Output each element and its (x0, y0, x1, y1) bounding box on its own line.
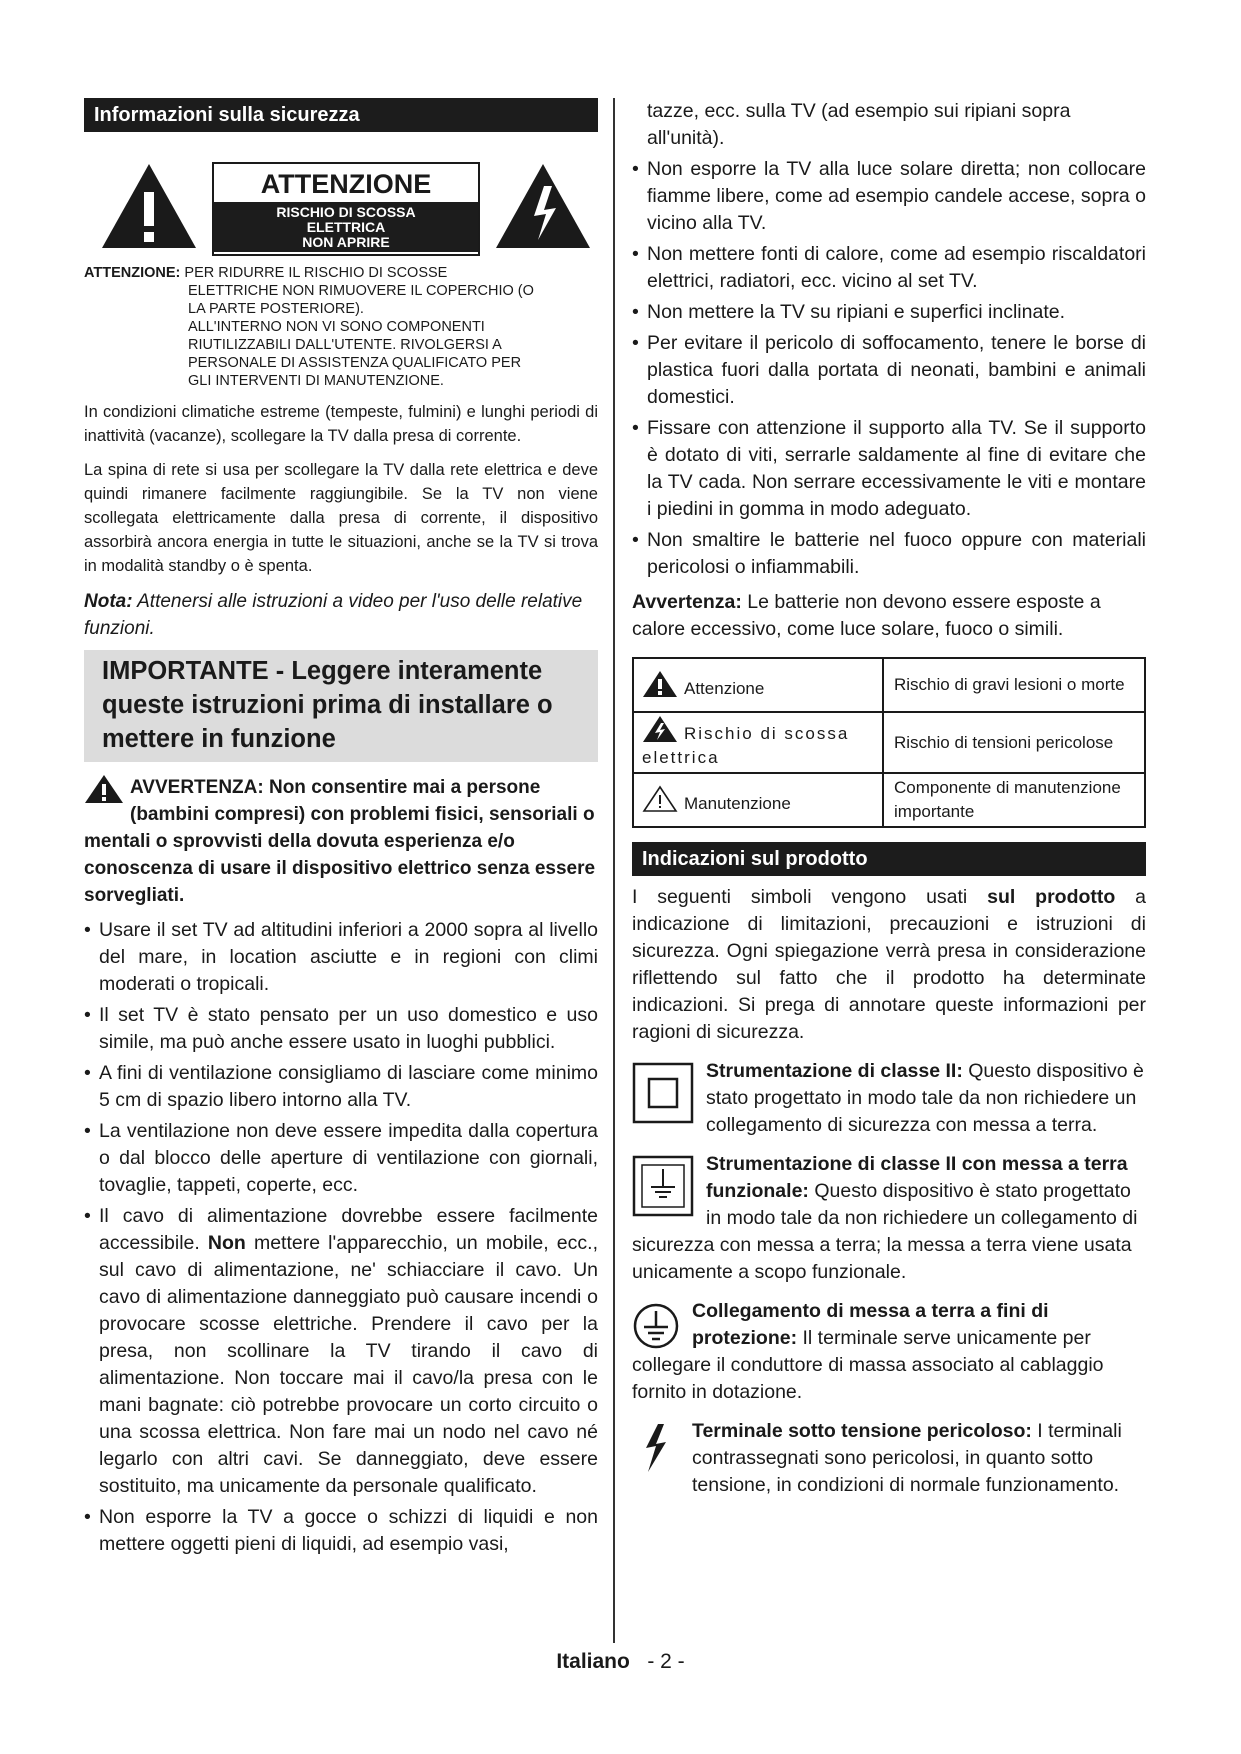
battery-warning (632, 589, 1146, 643)
avvertenza-text: AVVERTENZA: Non consentire mai a persone (bambini compresi) con problemi fisici, sensoriali o mentali o sprovvisti della dovuta esperienza e/o conoscenza di usare il dispositivo elettrico senza essere sorvegliati. (84, 777, 596, 906)
list-item: • Il set TV è stato pensato per un uso domestico e uso simile, ma può anche essere usato in luoghi pubblici. (84, 1002, 598, 1056)
symbol-text: Questo dispositivo è stato progettato in modo tale da non richiedere un collegamento di sicurezza con messa a terra. (706, 1060, 1144, 1136)
symbol-title: Collegamento di messa a terra a fini di protezione: (692, 1300, 1049, 1349)
exclamation-warning-icon (100, 162, 198, 250)
section-title-product: Indicazioni sul prodotto (632, 842, 1146, 876)
table-cell: Rischio di gravi lesioni o morte (883, 658, 1145, 712)
caution-caption-line: ELETTRICHE NON RIMUOVERE IL COPERCHIO (O (188, 283, 534, 299)
left-column (84, 98, 598, 1562)
product-symbol-protective-earth (632, 1298, 1146, 1406)
warning-icon (84, 774, 124, 804)
column-divider (613, 98, 615, 1643)
caution-caption-line: LA PARTE POSTERIORE). (188, 301, 364, 317)
symbol-title: Terminale sotto tensione pericoloso: (692, 1420, 1032, 1442)
continued-text: tazze, ecc. sulla TV (ad esempio sui ripiani sopra all'unità). (647, 100, 1071, 149)
table-row (633, 773, 1145, 827)
battery-warning-text: Le batterie non devono essere esposte a calore eccessivo, come luce solare, fuoco o simili. (632, 591, 1101, 640)
intro-bold: sul prodotto (987, 886, 1116, 908)
electric-shock-icon (642, 715, 678, 743)
list-item: • Non esporre la TV a gocce o schizzi di liquidi e non mettere oggetti pieni di liquidi, ad esempio vasi, (84, 1504, 598, 1558)
list-item: • Non esporre la TV alla luce solare diretta; non collocare fiamme libere, come ad esempio candele accese, sopra o vicino alla TV. (632, 156, 1146, 237)
right-column (632, 98, 1146, 1499)
symbol-label: Manutenzione (684, 793, 791, 813)
class-ii-icon (632, 1062, 694, 1124)
product-symbol-class-ii (632, 1058, 1146, 1139)
caution-sub-line: NON APRIRE (302, 234, 390, 250)
caution-caption-line: GLI INTERVENTI DI MANUTENZIONE. (188, 373, 444, 389)
list-item: • Non smaltire le batterie nel fuoco oppure con materiali pericolosi o infiammabili. (632, 527, 1146, 581)
caution-caption-line: RIUTILIZZABILI DALL'UTENTE. RIVOLGERSI A (188, 337, 502, 353)
caution-sub-line: ELETTRICA (306, 219, 386, 235)
symbol-title: Strumentazione di classe II con messa a terra funzionale: (706, 1153, 1128, 1202)
symbol-text: I terminali contrassegnati sono pericolosi, in quanto sotto tensione, in condizioni di normale funzionamento. (692, 1420, 1122, 1496)
caution-caption-line: ALL'INTERNO NON VI SONO COMPONENTI (188, 319, 485, 335)
table-row (633, 712, 1145, 773)
product-symbol-hazardous-live (632, 1418, 1146, 1499)
intro-text: a indicazione di limitazioni, precauzioni e istruzioni di sicurezza. Ogni spiegazione verrà presa in considerazione riflettendo sul fatto che il prodotto ha determinate indicazioni. Si prega di annotare queste informazioni per ragioni di sicurezza. (632, 886, 1146, 1043)
list-item: • Per evitare il pericolo di soffocamento, tenere le borse di plastica fuori dalla portata di neonati, bambini e animali domestici. (632, 330, 1146, 411)
note-text: Attenersi alle istruzioni a video per l'uso delle relative funzioni. (84, 591, 583, 639)
product-intro (632, 884, 1146, 1046)
paragraph-extreme-weather: In condizioni climatiche estreme (tempeste, fulmini) e lunghi periodi di inattività (vacanze), scollegare la TV dalla presa di corrente. (84, 403, 598, 445)
list-item: • Usare il set TV ad altitudini inferiori a 2000 sopra al livello del mare, in location asciutte e in regioni con climi moderati o tropicali. (84, 917, 598, 998)
table-cell (633, 658, 883, 712)
note-label: Nota: (84, 591, 133, 612)
avvertenza-paragraph (84, 774, 598, 909)
important-box: IMPORTANTE - Leggere interamente queste istruzioni prima di installare o mettere in funzione (84, 650, 598, 762)
caution-label (84, 160, 598, 260)
table-cell (633, 773, 883, 827)
symbol-title: Strumentazione di classe II: (706, 1060, 963, 1082)
list-item: • Fissare con attenzione il supporto alla TV. Se il supporto è dotato di viti, serrarle saldamente al fine di evitare che la TV cada. Non serrare eccessivamente le viti e montare i piedini in gomma in modo adeguato. (632, 415, 1146, 523)
table-cell (633, 712, 883, 773)
list-item: • La ventilazione non deve essere impedita dalla copertura o dal blocco delle aperture di ventilazione con giornali, tovaglie, tappeti, coperte, ecc. (84, 1118, 598, 1199)
list-item: • Non mettere fonti di calore, come ad esempio riscaldatori elettrici, radiatori, ecc. vicino al set TV. (632, 241, 1146, 295)
table-cell: Componente di manutenzione importante (883, 773, 1145, 827)
footer-language: Italiano (556, 1650, 630, 1673)
list-item-power-cord (84, 1203, 598, 1500)
caution-title: ATTENZIONE (260, 169, 432, 199)
symbol-table (632, 657, 1146, 828)
caution-caption-line: PER RIDURRE IL RISCHIO DI SCOSSE (184, 265, 448, 281)
safety-bullet-list (84, 917, 598, 1558)
list-item: • Non mettere la TV su ripiani e superfici inclinate. (632, 299, 1146, 326)
paragraph-mains-plug: La spina di rete si usa per scollegare la TV dalla rete elettrica e deve quindi rimanere facilmente raggiungibile. Se la TV non viene scollegata elettricamente dalla presa di corrente, il dispositivo assorbirà ancora energia in tutte le situazioni, anche se la TV si trova in modalità standby o è spenta. (84, 461, 598, 575)
cord-bold: Non (207, 1232, 246, 1254)
list-item: • A fini di ventilazione consigliamo di lasciare come minimo 5 cm di spazio libero intorno alla TV. (84, 1060, 598, 1114)
caution-caption-lead: ATTENZIONE: (84, 265, 181, 281)
product-symbol-functional-earth (632, 1151, 1146, 1286)
safety-bullet-list-right (632, 156, 1146, 581)
page-footer (0, 1650, 1241, 1674)
symbol-label: Attenzione (684, 678, 765, 698)
symbol-label: Rischio di scossa elettrica (642, 724, 850, 767)
section-title-safety: Informazioni sulla sicurezza (84, 98, 598, 132)
lightning-bolt-icon (632, 1422, 680, 1474)
functional-earth-icon (632, 1155, 694, 1217)
caution-caption (84, 264, 598, 390)
cord-text: Il cavo di alimentazione dovrebbe essere facilmente accessibile. (99, 1205, 598, 1254)
cord-text: mettere l'apparecchio, un mobile, ecc., sul cavo di alimentazione, ne' schiacciare il cavo. Un cavo di alimentazione danneggiato può causare incendi o provocare scosse elettriche. Prendere il cavo per la presa, non scollinare la TV tirando il cavo di alimentazione. Non toccare mai il cavo/la presa con le mani bagnate: ciò potrebbe provocare un corto circuito o una scossa elettrica. Non fare mai un nodo nel cavo né legarlo con altri cavi. Se danneggiato, deve essere sostituito, ma unicamente da personale qualificato. (99, 1232, 598, 1497)
caution-box (212, 162, 480, 256)
symbol-text: Il terminale serve unicamente per collegare il conduttore di massa associato al cablaggio fornito in dotazione. (632, 1327, 1104, 1403)
protective-earth-icon (632, 1302, 680, 1350)
intro-text: I seguenti simboli vengono usati (632, 886, 988, 908)
caution-caption-line: PERSONALE DI ASSISTENZA QUALIFICATO PER (188, 355, 522, 371)
caution-sub-line: RISCHIO DI SCOSSA (276, 204, 416, 220)
page-number: - 2 - (647, 1650, 685, 1673)
maintenance-icon (642, 785, 678, 813)
warning-icon (642, 670, 678, 698)
table-row (633, 658, 1145, 712)
note-paragraph (84, 588, 598, 642)
symbol-text: Questo dispositivo è stato progettato in modo tale da non richiedere un collegamento di sicurezza con messa a terra; la messa a terra viene usata unicamente a scopo funzionale. (632, 1180, 1138, 1283)
caution-subtitle (214, 202, 478, 252)
lightning-warning-icon (494, 162, 592, 250)
table-cell: Rischio di tensioni pericolose (883, 712, 1145, 773)
battery-warning-label: Avvertenza: (632, 591, 742, 613)
